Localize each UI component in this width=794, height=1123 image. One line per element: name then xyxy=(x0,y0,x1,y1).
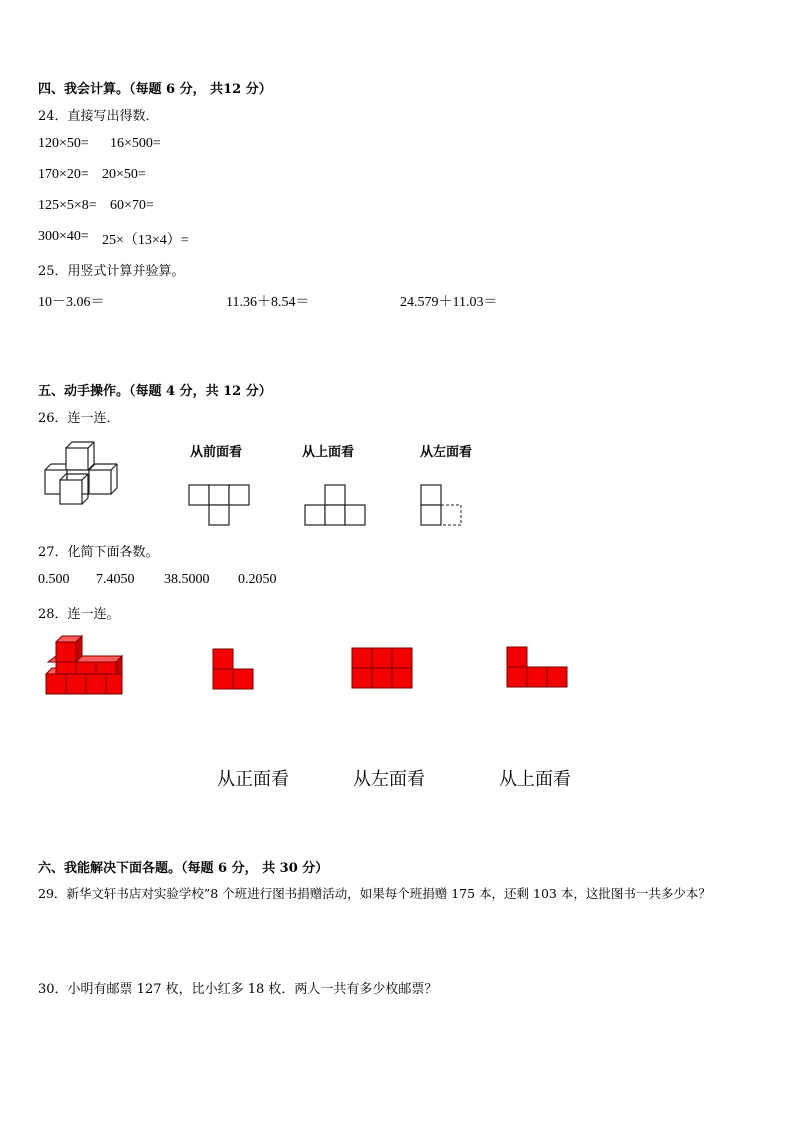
q24-row2-b: 20×50= xyxy=(102,167,146,182)
q24-row1-b: 16×500= xyxy=(110,136,161,151)
q28-view-label-top: 从上面看 xyxy=(499,769,571,790)
q24-row3-a: 125×5×8= xyxy=(38,198,97,213)
q28-view-shape-l xyxy=(212,648,256,692)
q25-label: 25．用竖式计算并验算。 xyxy=(38,264,185,279)
q26-cube-solid-figure xyxy=(40,440,140,510)
section-5-title: 五、动手操作。（每题 4 分，共 12 分） xyxy=(38,384,272,399)
q26-view-label-left: 从左面看 xyxy=(420,445,473,460)
q27-number-3: 38.5000 xyxy=(164,572,210,587)
q28-view-label-front: 从正面看 xyxy=(217,769,289,790)
q26-view-shape-t xyxy=(188,484,252,528)
q26-view-label-top: 从上面看 xyxy=(302,445,355,460)
q27-number-4: 0.2050 xyxy=(238,572,277,587)
q29-text: 29．新华文轩书店对实验学校”8 个班进行图书捐赠活动，如果每个班捐赠 175 本，还剩 103 本，这批图书一共多少本？ xyxy=(38,886,711,901)
q24-row1-a: 120×50= xyxy=(38,136,89,151)
q26-view-label-front: 从前面看 xyxy=(190,445,243,460)
q26-view-shape-inverted-t xyxy=(304,484,368,528)
q28-view-label-left: 从左面看 xyxy=(353,769,425,790)
q24-row2-a: 170×20= xyxy=(38,167,89,182)
q28-red-solid-figure xyxy=(44,634,128,696)
q25-item-2: 11.36＋8.54＝ xyxy=(226,295,310,310)
q25-item-3: 24.579＋11.03＝ xyxy=(400,295,498,310)
q30-text: 30．小明有邮票 127 枚，比小红多 18 枚．两人一共有多少枚邮票？ xyxy=(38,982,438,997)
section-6-title: 六、我能解决下面各题。（每题 6 分， 共 30 分） xyxy=(38,861,329,876)
q25-item-1: 10－3.06＝ xyxy=(38,295,105,310)
q26-view-shape-l xyxy=(420,484,470,528)
q24-label: 24．直接写出得数． xyxy=(38,109,159,124)
q26-label: 26．连一连． xyxy=(38,411,120,426)
q28-view-shape-rect xyxy=(351,647,415,691)
section-4-title: 四、我会计算。（每题 6 分， 共12 分） xyxy=(38,82,272,97)
q24-row4-a: 300×40= xyxy=(38,229,89,244)
q28-view-shape-long-l xyxy=(506,646,570,690)
q24-row3-b: 60×70= xyxy=(110,198,154,213)
q27-label: 27．化简下面各数。 xyxy=(38,545,159,560)
q24-row4-b: 25×（13×4）= xyxy=(102,233,189,248)
q28-label: 28．连一连。 xyxy=(38,607,120,622)
q27-number-2: 7.4050 xyxy=(96,572,135,587)
q27-number-1: 0.500 xyxy=(38,572,70,587)
